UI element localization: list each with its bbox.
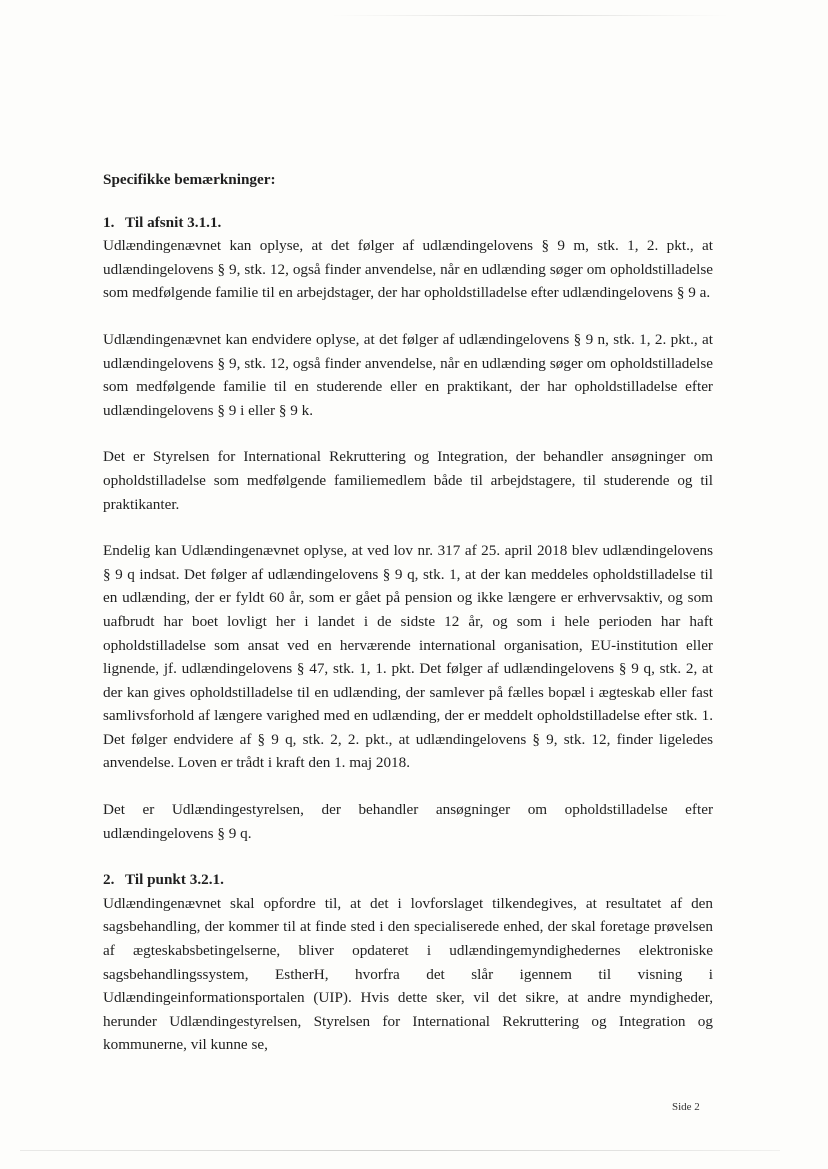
document-heading: Specifikke bemærkninger:	[103, 171, 276, 188]
section-title	[103, 211, 713, 235]
paragraph: Udlændingenævnet skal opfordre til, at det i lovforslaget tilkendegives, at resultatet af den sagsbehandling, der kommer til at finde sted i den specialiserede enhed, der skal foretage prøvelsen af ægteskabsbetingelserne, bliver opdateret i udlændingemyndighedernes elektroniske sagsbehandlingssystem, EstherH, hvorfra det slår igennem til visning i Udlændingeinformationsportalen (UIP). Hvis dette sker, vil det sikre, at andre myndigheder, herunder Udlændingestyrelsen, Styrelsen for International Rekruttering og Integration og kommunerne, vil kunne se,	[103, 894, 713, 1054]
section-number: 2.	[103, 871, 115, 889]
paragraph: Udlændingenævnet kan endvidere oplyse, at det følger af udlændingelovens § 9 n, stk. 1, 2. pkt., at udlændingelovens § 9, stk. 12, også finder anvendelse, når en udlænding søger om opholdstilladelse som medfølgende familie til en studerende eller en praktikant, der har opholdstilladelse efter udlændingelovens § 9 i eller § 9 k.	[103, 330, 713, 419]
section-number: 1.	[103, 213, 115, 231]
section-title-text: Til afsnit 3.1.1.	[125, 213, 222, 231]
page-number: Side 2	[672, 1101, 700, 1113]
paragraph: Udlændingenævnet kan oplyse, at det følger af udlændingelovens § 9 m, stk. 1, 2. pkt., at udlændingelovens § 9, stk. 12, også finder anvendelse, når en udlænding søger om opholdstilladelse som medfølgende familie til en arbejdstager, der har opholdstilladelse efter udlændingelovens § 9 a.	[103, 237, 713, 302]
section-title-text: Til punkt 3.2.1.	[125, 871, 224, 889]
paragraph: Det er Udlændingestyrelsen, der behandler ansøgninger om opholdstilladelse efter udlændingelovens § 9 q.	[103, 801, 713, 842]
paragraph: Endelig kan Udlændingenævnet oplyse, at ved lov nr. 317 af 25. april 2018 blev udlændingelovens § 9 q indsat. Det følger af udlændingelovens § 9 q, stk. 1, at der kan meddeles opholdstilladelse til en udlænding, der er fyldt 60 år, som er gået på pension og ikke længere er erhvervsaktiv, og som uafbrudt har boet lovligt her i landet i de sidste 12 år, og som i hele perioden har haft opholdstilladelse som ansat ved en herværende international organisation, EU-institution eller lignende, jf. udlændingelovens § 47, stk. 1, 1. pkt. Det følger af udlændingelovens § 9 q, stk. 2, at der kan gives opholdstilladelse til en udlænding, der samlever på fælles bopæl i ægteskab eller fast samlivsforhold af længere varighed med en udlænding, der er meddelt opholdstilladelse efter stk. 1. Det følger endvidere af § 9 q, stk. 2, 2. pkt., at udlændingelovens § 9, stk. 12, finder ligeledes anvendelse. Loven er trådt i kraft den 1. maj 2018.	[103, 542, 713, 772]
scan-artifact-bottom	[20, 1150, 780, 1151]
document-body	[103, 168, 713, 1057]
paragraph: Det er Styrelsen for International Rekruttering og Integration, der behandler ansøgninger om opholdstilladelse som medfølgende familiemedlem både til arbejdstagere, til studerende og til praktikanter.	[103, 448, 713, 513]
scan-artifact-top	[330, 15, 730, 16]
section-title	[103, 868, 713, 892]
